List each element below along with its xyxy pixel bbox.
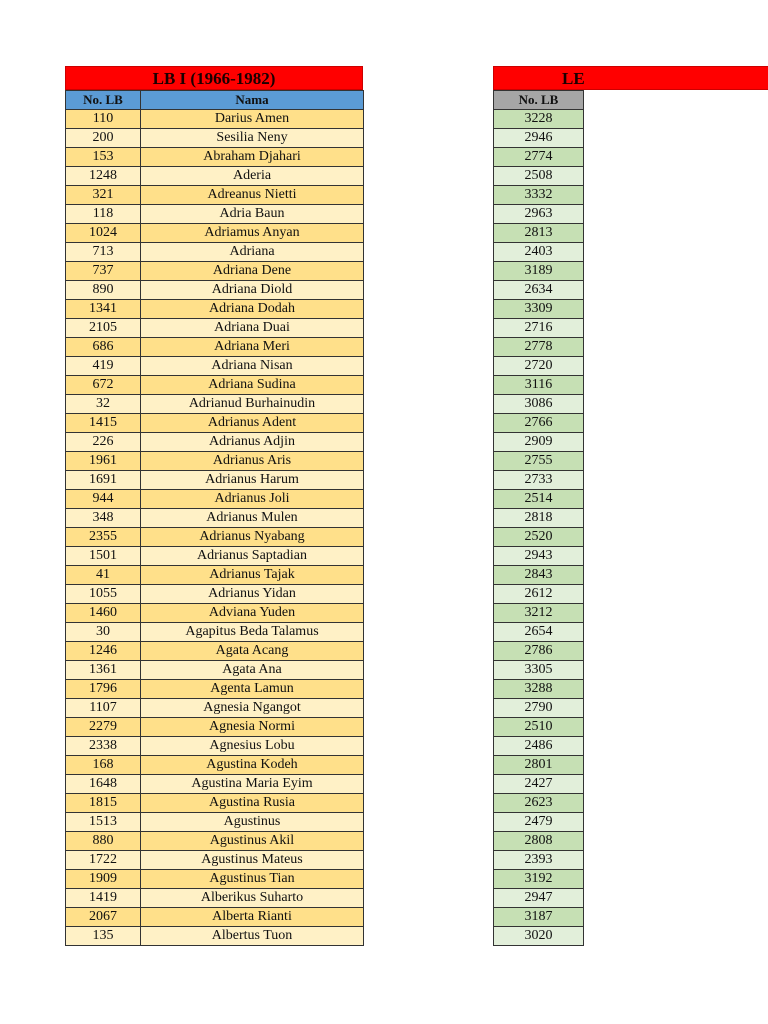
cell-no-lb[interactable]: 2813 bbox=[494, 224, 584, 243]
table-row bbox=[66, 889, 364, 908]
table-row bbox=[494, 718, 584, 737]
cell-no-lb[interactable]: 2510 bbox=[494, 718, 584, 737]
table-row bbox=[66, 300, 364, 319]
cell-no-lb[interactable]: 2778 bbox=[494, 338, 584, 357]
cell-no-lb[interactable]: 3020 bbox=[494, 927, 584, 946]
cell-no-lb[interactable]: 2963 bbox=[494, 205, 584, 224]
table-row bbox=[66, 452, 364, 471]
cell-no-lb[interactable]: 1501 bbox=[66, 547, 141, 566]
cell-nama[interactable]: Albertus Tuon bbox=[141, 927, 364, 946]
lb2-header-row bbox=[494, 91, 584, 110]
table-row bbox=[494, 623, 584, 642]
table-row bbox=[66, 167, 364, 186]
cell-nama[interactable]: Agata Acang bbox=[141, 642, 364, 661]
cell-no-lb[interactable]: 1024 bbox=[66, 224, 141, 243]
cell-nama[interactable]: Adrianus Saptadian bbox=[141, 547, 364, 566]
cell-nama[interactable]: Adrianus Aris bbox=[141, 452, 364, 471]
cell-no-lb[interactable]: 2654 bbox=[494, 623, 584, 642]
table-row bbox=[494, 376, 584, 395]
cell-no-lb[interactable]: 737 bbox=[66, 262, 141, 281]
cell-no-lb[interactable]: 2355 bbox=[66, 528, 141, 547]
table-row bbox=[66, 813, 364, 832]
table-row bbox=[66, 927, 364, 946]
lb1-table bbox=[65, 90, 364, 946]
table-row bbox=[66, 775, 364, 794]
table-row bbox=[494, 433, 584, 452]
table-row bbox=[494, 851, 584, 870]
table-row bbox=[494, 148, 584, 167]
table-row bbox=[66, 224, 364, 243]
cell-nama[interactable]: Darius Amen bbox=[141, 110, 364, 129]
cell-nama[interactable]: Agustinus bbox=[141, 813, 364, 832]
table-row bbox=[66, 604, 364, 623]
table-row bbox=[494, 775, 584, 794]
cell-no-lb[interactable]: 2479 bbox=[494, 813, 584, 832]
table-row bbox=[66, 661, 364, 680]
table-row bbox=[66, 680, 364, 699]
table-row bbox=[66, 585, 364, 604]
cell-no-lb[interactable]: 1246 bbox=[66, 642, 141, 661]
cell-no-lb[interactable]: 32 bbox=[66, 395, 141, 414]
cell-no-lb[interactable]: 3116 bbox=[494, 376, 584, 395]
cell-no-lb[interactable]: 1341 bbox=[66, 300, 141, 319]
table-row bbox=[494, 300, 584, 319]
cell-nama[interactable]: Adriana Dene bbox=[141, 262, 364, 281]
cell-nama[interactable]: Agnesia Normi bbox=[141, 718, 364, 737]
cell-no-lb[interactable]: 1691 bbox=[66, 471, 141, 490]
column-header-no-lb[interactable]: No. LB bbox=[66, 91, 141, 110]
table-row bbox=[66, 395, 364, 414]
lb2-title: LE bbox=[493, 66, 768, 90]
table-row bbox=[66, 756, 364, 775]
lb2-table bbox=[493, 90, 584, 946]
table-row bbox=[494, 338, 584, 357]
cell-no-lb[interactable]: 2774 bbox=[494, 148, 584, 167]
cell-no-lb[interactable]: 1648 bbox=[66, 775, 141, 794]
cell-nama[interactable]: Adrianus Joli bbox=[141, 490, 364, 509]
cell-no-lb[interactable]: 2733 bbox=[494, 471, 584, 490]
table-row bbox=[66, 566, 364, 585]
cell-no-lb[interactable]: 3086 bbox=[494, 395, 584, 414]
cell-no-lb[interactable]: 2755 bbox=[494, 452, 584, 471]
table-row bbox=[494, 794, 584, 813]
cell-nama[interactable]: Agustina Kodeh bbox=[141, 756, 364, 775]
cell-nama[interactable]: Adria Baun bbox=[141, 205, 364, 224]
cell-nama[interactable]: Agata Ana bbox=[141, 661, 364, 680]
cell-no-lb[interactable]: 1961 bbox=[66, 452, 141, 471]
cell-no-lb[interactable]: 1722 bbox=[66, 851, 141, 870]
cell-no-lb[interactable]: 1419 bbox=[66, 889, 141, 908]
cell-nama[interactable]: Adrianus Adent bbox=[141, 414, 364, 433]
table-row bbox=[66, 718, 364, 737]
cell-nama[interactable]: Adriana Meri bbox=[141, 338, 364, 357]
table-row bbox=[66, 243, 364, 262]
table-row bbox=[494, 870, 584, 889]
cell-no-lb[interactable]: 2946 bbox=[494, 129, 584, 148]
table-row bbox=[66, 623, 364, 642]
table-row bbox=[66, 148, 364, 167]
table-row bbox=[66, 433, 364, 452]
table-row bbox=[494, 129, 584, 148]
table-row bbox=[66, 509, 364, 528]
table-row bbox=[494, 281, 584, 300]
cell-nama[interactable]: Adrianud Burhainudin bbox=[141, 395, 364, 414]
cell-nama[interactable]: Agustinus Mateus bbox=[141, 851, 364, 870]
cell-no-lb[interactable]: 168 bbox=[66, 756, 141, 775]
table-row bbox=[66, 281, 364, 300]
table-row bbox=[66, 642, 364, 661]
table-row bbox=[66, 908, 364, 927]
cell-no-lb[interactable]: 1460 bbox=[66, 604, 141, 623]
cell-no-lb[interactable]: 118 bbox=[66, 205, 141, 224]
cell-no-lb[interactable]: 321 bbox=[66, 186, 141, 205]
cell-no-lb[interactable]: 2786 bbox=[494, 642, 584, 661]
cell-nama[interactable]: Alberta Rianti bbox=[141, 908, 364, 927]
table-row bbox=[494, 908, 584, 927]
table-row bbox=[494, 756, 584, 775]
cell-nama[interactable]: Sesilia Neny bbox=[141, 129, 364, 148]
table-row bbox=[494, 319, 584, 338]
table-row bbox=[494, 110, 584, 129]
table-row bbox=[494, 528, 584, 547]
table-row bbox=[494, 927, 584, 946]
table-row bbox=[494, 167, 584, 186]
cell-no-lb[interactable]: 3228 bbox=[494, 110, 584, 129]
cell-no-lb[interactable]: 2818 bbox=[494, 509, 584, 528]
cell-no-lb[interactable]: 3305 bbox=[494, 661, 584, 680]
table-row bbox=[66, 528, 364, 547]
cell-no-lb[interactable]: 1513 bbox=[66, 813, 141, 832]
cell-no-lb[interactable]: 2790 bbox=[494, 699, 584, 718]
cell-nama[interactable]: Agustina Maria Eyim bbox=[141, 775, 364, 794]
table-row bbox=[66, 129, 364, 148]
table-row bbox=[66, 737, 364, 756]
cell-no-lb[interactable]: 3332 bbox=[494, 186, 584, 205]
cell-no-lb[interactable]: 1415 bbox=[66, 414, 141, 433]
table-row bbox=[66, 186, 364, 205]
cell-nama[interactable]: Adriana Sudina bbox=[141, 376, 364, 395]
lb1-header-row bbox=[66, 91, 364, 110]
table-row bbox=[494, 585, 584, 604]
column-header-no-lb[interactable]: No. LB bbox=[494, 91, 584, 110]
cell-nama[interactable]: Adriamus Anyan bbox=[141, 224, 364, 243]
cell-no-lb[interactable]: 713 bbox=[66, 243, 141, 262]
cell-nama[interactable]: Agenta Lamun bbox=[141, 680, 364, 699]
cell-nama[interactable]: Agapitus Beda Talamus bbox=[141, 623, 364, 642]
table-row bbox=[66, 110, 364, 129]
cell-no-lb[interactable]: 2393 bbox=[494, 851, 584, 870]
cell-no-lb[interactable]: 2843 bbox=[494, 566, 584, 585]
lb2-section bbox=[493, 66, 768, 946]
table-row bbox=[66, 851, 364, 870]
table-row bbox=[66, 490, 364, 509]
cell-nama[interactable]: Adrianus Mulen bbox=[141, 509, 364, 528]
table-row bbox=[66, 471, 364, 490]
table-row bbox=[494, 224, 584, 243]
table-row bbox=[494, 566, 584, 585]
table-row bbox=[66, 870, 364, 889]
cell-no-lb[interactable]: 41 bbox=[66, 566, 141, 585]
cell-no-lb[interactable]: 1796 bbox=[66, 680, 141, 699]
cell-no-lb[interactable]: 2105 bbox=[66, 319, 141, 338]
table-row bbox=[494, 547, 584, 566]
table-row bbox=[494, 509, 584, 528]
table-row bbox=[494, 243, 584, 262]
cell-no-lb[interactable]: 1815 bbox=[66, 794, 141, 813]
table-row bbox=[66, 794, 364, 813]
cell-no-lb[interactable]: 2947 bbox=[494, 889, 584, 908]
cell-no-lb[interactable]: 153 bbox=[66, 148, 141, 167]
table-row bbox=[494, 832, 584, 851]
table-row bbox=[66, 357, 364, 376]
table-row bbox=[494, 186, 584, 205]
table-row bbox=[66, 414, 364, 433]
cell-no-lb[interactable]: 2766 bbox=[494, 414, 584, 433]
cell-no-lb[interactable]: 3309 bbox=[494, 300, 584, 319]
cell-nama[interactable]: Adrianus Yidan bbox=[141, 585, 364, 604]
cell-no-lb[interactable]: 3189 bbox=[494, 262, 584, 281]
cell-no-lb[interactable]: 200 bbox=[66, 129, 141, 148]
cell-no-lb[interactable]: 2612 bbox=[494, 585, 584, 604]
cell-no-lb[interactable]: 944 bbox=[66, 490, 141, 509]
cell-no-lb[interactable]: 3212 bbox=[494, 604, 584, 623]
cell-no-lb[interactable]: 2801 bbox=[494, 756, 584, 775]
table-row bbox=[494, 357, 584, 376]
table-row bbox=[66, 338, 364, 357]
table-row bbox=[66, 547, 364, 566]
cell-no-lb[interactable]: 110 bbox=[66, 110, 141, 129]
cell-no-lb[interactable]: 2716 bbox=[494, 319, 584, 338]
table-row bbox=[494, 680, 584, 699]
cell-no-lb[interactable]: 672 bbox=[66, 376, 141, 395]
table-row bbox=[494, 737, 584, 756]
table-row bbox=[494, 604, 584, 623]
table-row bbox=[494, 414, 584, 433]
cell-no-lb[interactable]: 2514 bbox=[494, 490, 584, 509]
table-row bbox=[494, 490, 584, 509]
table-row bbox=[494, 661, 584, 680]
cell-no-lb[interactable]: 1107 bbox=[66, 699, 141, 718]
cell-nama[interactable]: Agnesia Ngangot bbox=[141, 699, 364, 718]
cell-nama[interactable]: Agustina Rusia bbox=[141, 794, 364, 813]
cell-nama[interactable]: Adriana Diold bbox=[141, 281, 364, 300]
lb1-section bbox=[65, 66, 363, 946]
cell-no-lb[interactable]: 2720 bbox=[494, 357, 584, 376]
cell-nama[interactable]: Agustinus Akil bbox=[141, 832, 364, 851]
table-row bbox=[66, 376, 364, 395]
cell-no-lb[interactable]: 2634 bbox=[494, 281, 584, 300]
table-row bbox=[494, 889, 584, 908]
cell-no-lb[interactable]: 1055 bbox=[66, 585, 141, 604]
cell-nama[interactable]: Adriana Dodah bbox=[141, 300, 364, 319]
cell-no-lb[interactable]: 2808 bbox=[494, 832, 584, 851]
table-row bbox=[494, 642, 584, 661]
cell-no-lb[interactable]: 2279 bbox=[66, 718, 141, 737]
cell-no-lb[interactable]: 2338 bbox=[66, 737, 141, 756]
cell-nama[interactable]: Adviana Yuden bbox=[141, 604, 364, 623]
lb1-title: LB I (1966-1982) bbox=[65, 66, 363, 90]
cell-nama[interactable]: Adrianus Nyabang bbox=[141, 528, 364, 547]
cell-no-lb[interactable]: 2943 bbox=[494, 547, 584, 566]
cell-nama[interactable]: Adriana bbox=[141, 243, 364, 262]
cell-no-lb[interactable]: 135 bbox=[66, 927, 141, 946]
table-row bbox=[66, 319, 364, 338]
cell-no-lb[interactable]: 2067 bbox=[66, 908, 141, 927]
table-row bbox=[494, 813, 584, 832]
cell-no-lb[interactable]: 880 bbox=[66, 832, 141, 851]
cell-no-lb[interactable]: 2508 bbox=[494, 167, 584, 186]
cell-no-lb[interactable]: 2623 bbox=[494, 794, 584, 813]
cell-no-lb[interactable]: 348 bbox=[66, 509, 141, 528]
table-row bbox=[66, 832, 364, 851]
table-row bbox=[494, 395, 584, 414]
cell-no-lb[interactable]: 686 bbox=[66, 338, 141, 357]
cell-no-lb[interactable]: 3288 bbox=[494, 680, 584, 699]
table-row bbox=[66, 699, 364, 718]
cell-nama[interactable]: Adreanus Nietti bbox=[141, 186, 364, 205]
cell-no-lb[interactable]: 890 bbox=[66, 281, 141, 300]
cell-nama[interactable]: Adriana Duai bbox=[141, 319, 364, 338]
cell-no-lb[interactable]: 226 bbox=[66, 433, 141, 452]
cell-no-lb[interactable]: 2427 bbox=[494, 775, 584, 794]
cell-nama[interactable]: Agnesius Lobu bbox=[141, 737, 364, 756]
cell-nama[interactable]: Alberikus Suharto bbox=[141, 889, 364, 908]
cell-nama[interactable]: Abraham Djahari bbox=[141, 148, 364, 167]
cell-nama[interactable]: Adrianus Adjin bbox=[141, 433, 364, 452]
table-row bbox=[66, 262, 364, 281]
cell-nama[interactable]: Adriana Nisan bbox=[141, 357, 364, 376]
cell-no-lb[interactable]: 419 bbox=[66, 357, 141, 376]
cell-no-lb[interactable]: 2909 bbox=[494, 433, 584, 452]
cell-no-lb[interactable]: 2486 bbox=[494, 737, 584, 756]
cell-no-lb[interactable]: 1248 bbox=[66, 167, 141, 186]
lb1-table-body bbox=[66, 110, 364, 946]
cell-no-lb[interactable]: 2403 bbox=[494, 243, 584, 262]
cell-nama[interactable]: Agustinus Tian bbox=[141, 870, 364, 889]
cell-nama[interactable]: Adrianus Tajak bbox=[141, 566, 364, 585]
table-row bbox=[494, 471, 584, 490]
cell-nama[interactable]: Adrianus Harum bbox=[141, 471, 364, 490]
lb2-table-body bbox=[494, 110, 584, 946]
cell-no-lb[interactable]: 3192 bbox=[494, 870, 584, 889]
table-row bbox=[494, 262, 584, 281]
cell-no-lb[interactable]: 3187 bbox=[494, 908, 584, 927]
table-row bbox=[66, 205, 364, 224]
column-header-nama[interactable]: Nama bbox=[141, 91, 364, 110]
table-row bbox=[494, 452, 584, 471]
cell-no-lb[interactable]: 1909 bbox=[66, 870, 141, 889]
table-row bbox=[494, 205, 584, 224]
cell-no-lb[interactable]: 30 bbox=[66, 623, 141, 642]
cell-no-lb[interactable]: 2520 bbox=[494, 528, 584, 547]
cell-no-lb[interactable]: 1361 bbox=[66, 661, 141, 680]
table-row bbox=[494, 699, 584, 718]
cell-nama[interactable]: Aderia bbox=[141, 167, 364, 186]
